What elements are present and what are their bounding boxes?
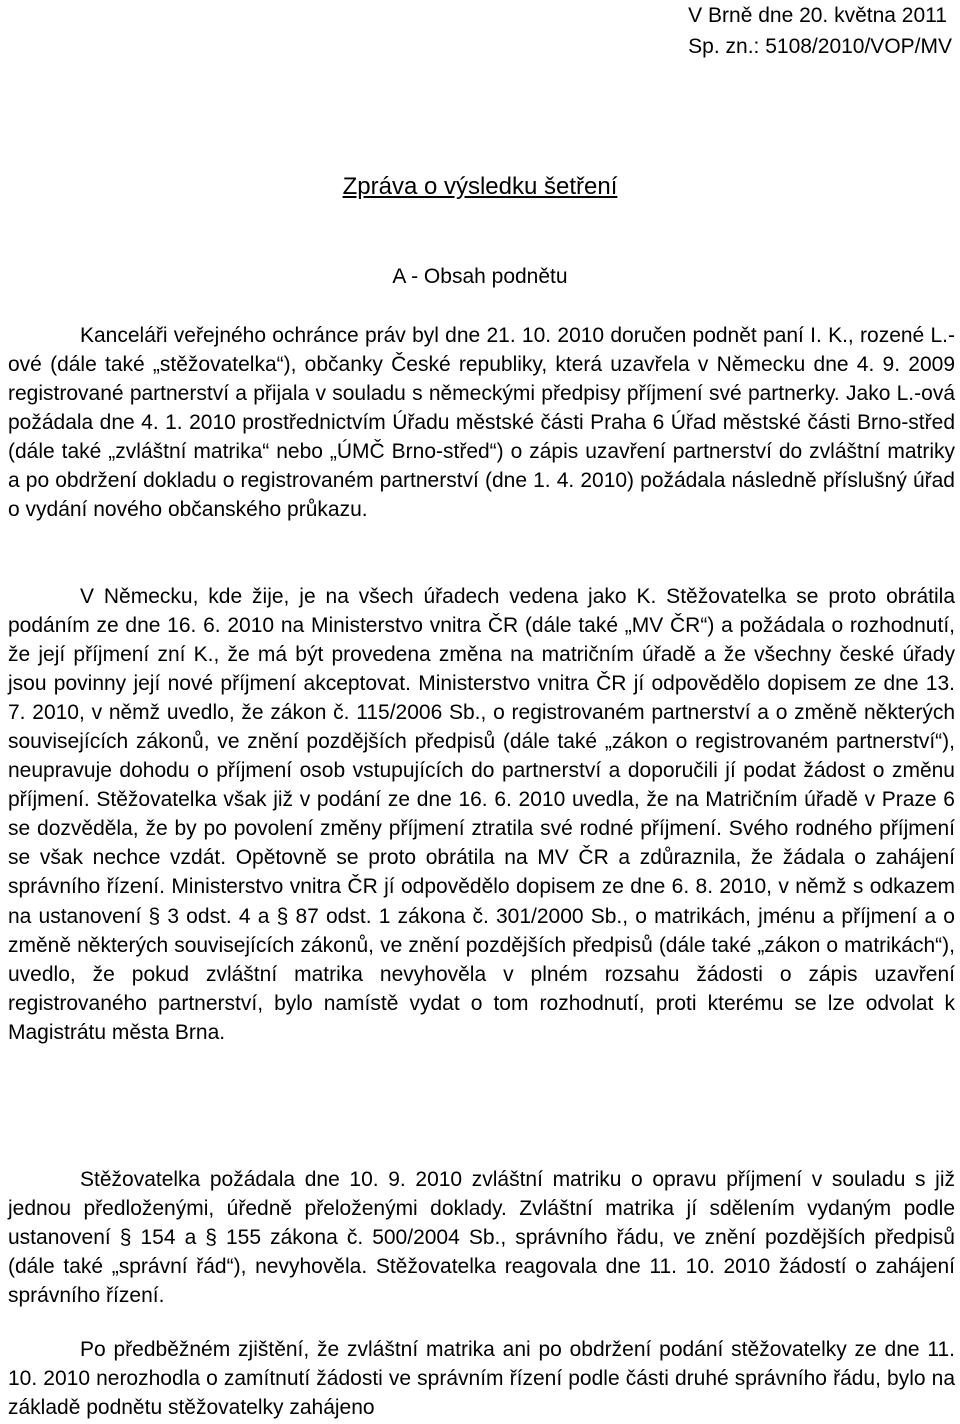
document-title: Zpráva o výsledku šetření <box>342 173 618 200</box>
paragraph: Po předběžném zjištění, že zvláštní matrika ani po obdržení podání stěžovatelky ze dne 11. 10. 2010 nerozhodla o zamítnutí žádosti ve správním řízení podle části druhé správního řádu, bylo na základě podnětu stěžovatelky zahájeno <box>8 1338 955 1420</box>
section-heading: A - Obsah podnětu <box>392 265 568 288</box>
reference-number: Sp. zn.: 5108/2010/VOP/MV <box>688 35 952 58</box>
document-header <box>688 0 952 62</box>
date-line: V Brně dne 20. května 2011 <box>688 4 947 27</box>
paragraph: Kanceláři veřejného ochránce práv byl dne 21. 10. 2010 doručen podnět paní I. K., rozené L.-ové (dále také „stěžovatelka“), občanky České republiky, která uzavřela v Německu dne 4. 9. 2009 registrované partnerství a přijala v souladu s německými předpisy příjmení své partnerky. Jako L.-ová požádala dne 4. 1. 2010 prostřednictvím Úřadu městské části Praha 6 Úřad městské části Brno-střed (dále také „zvláštní matrika“ nebo „ÚMČ Brno-střed“) o zápis uzavření partnerství do zvláštní matriky a po obdržení dokladu o registrovaném partnerství (dne 1. 4. 2010) požádala následně příslušný úřad o vydání nového občanského průkazu. <box>8 324 955 522</box>
paragraph: Stěžovatelka požádala dne 10. 9. 2010 zvláštní matriku o opravu příjmení v souladu s již jednou předloženými, úředně přeloženými doklady. Zvláštní matrika jí sdělením vydaným podle ustanovení § 154 a § 155 zákona č. 500/2004 Sb., správního řádu, ve znění pozdějších předpisů (dále také „správní řád“), nevyhověla. Stěžovatelka reagovala dne 11. 10. 2010 žádostí o zahájení správního řízení. <box>8 1168 955 1308</box>
paragraph: V Německu, kde žije, je na všech úřadech vedena jako K. Stěžovatelka se proto obrátila podáním ze dne 16. 6. 2010 na Ministerstvo vnitra ČR (dále také „MV ČR“) a požádala o rozhodnutí, že její příjmení zní K., že má být provedena změna na matričním úřadě a že všechny české úřady jsou povinny její nové příjmení akceptovat. Ministerstvo vnitra ČR jí odpovědělo dopisem ze dne 13. 7. 2010, v němž uvedlo, že zákon č. 115/2006 Sb., o registrovaném partnerství a o změně některých souvisejících zákonů, ve znění pozdějších předpisů (dále také „zákon o registrovaném partnerství“), neupravuje dohodu o příjmení osob vstupujících do partnerství a doporučili jí podat žádost o změnu příjmení. Stěžovatelka však již v podání ze dne 16. 6. 2010 uvedla, že na Matričním úřadě v Praze 6 se dozvěděla, že by po povolení změny příjmení ztratila své rodné příjmení. Svého rodného příjmení se však nechce vzdát. Opětovně se proto obrátila na MV ČR a zdůraznila, že žádala o zahájení správního řízení. Ministerstvo vnitra ČR jí odpovědělo dopisem ze dne 6. 8. 2010, v němž s odkazem na ustanovení § 3 odst. 4 a § 87 odst. 1 zákona č. 301/2000 Sb., o matrikách, jménu a příjmení a o změně některých souvisejících zákonů, ve znění pozdějších předpisů (dále také „zákon o matrikách“), uvedlo, že pokud zvláštní matrika nevyhověla v plném rozsahu žádosti o zápis uzavření registrovaného partnerství, bylo namístě vydat o tom rozhodnutí, proti kterému se lze odvolat k Magistrátu města Brna. <box>8 585 955 1044</box>
